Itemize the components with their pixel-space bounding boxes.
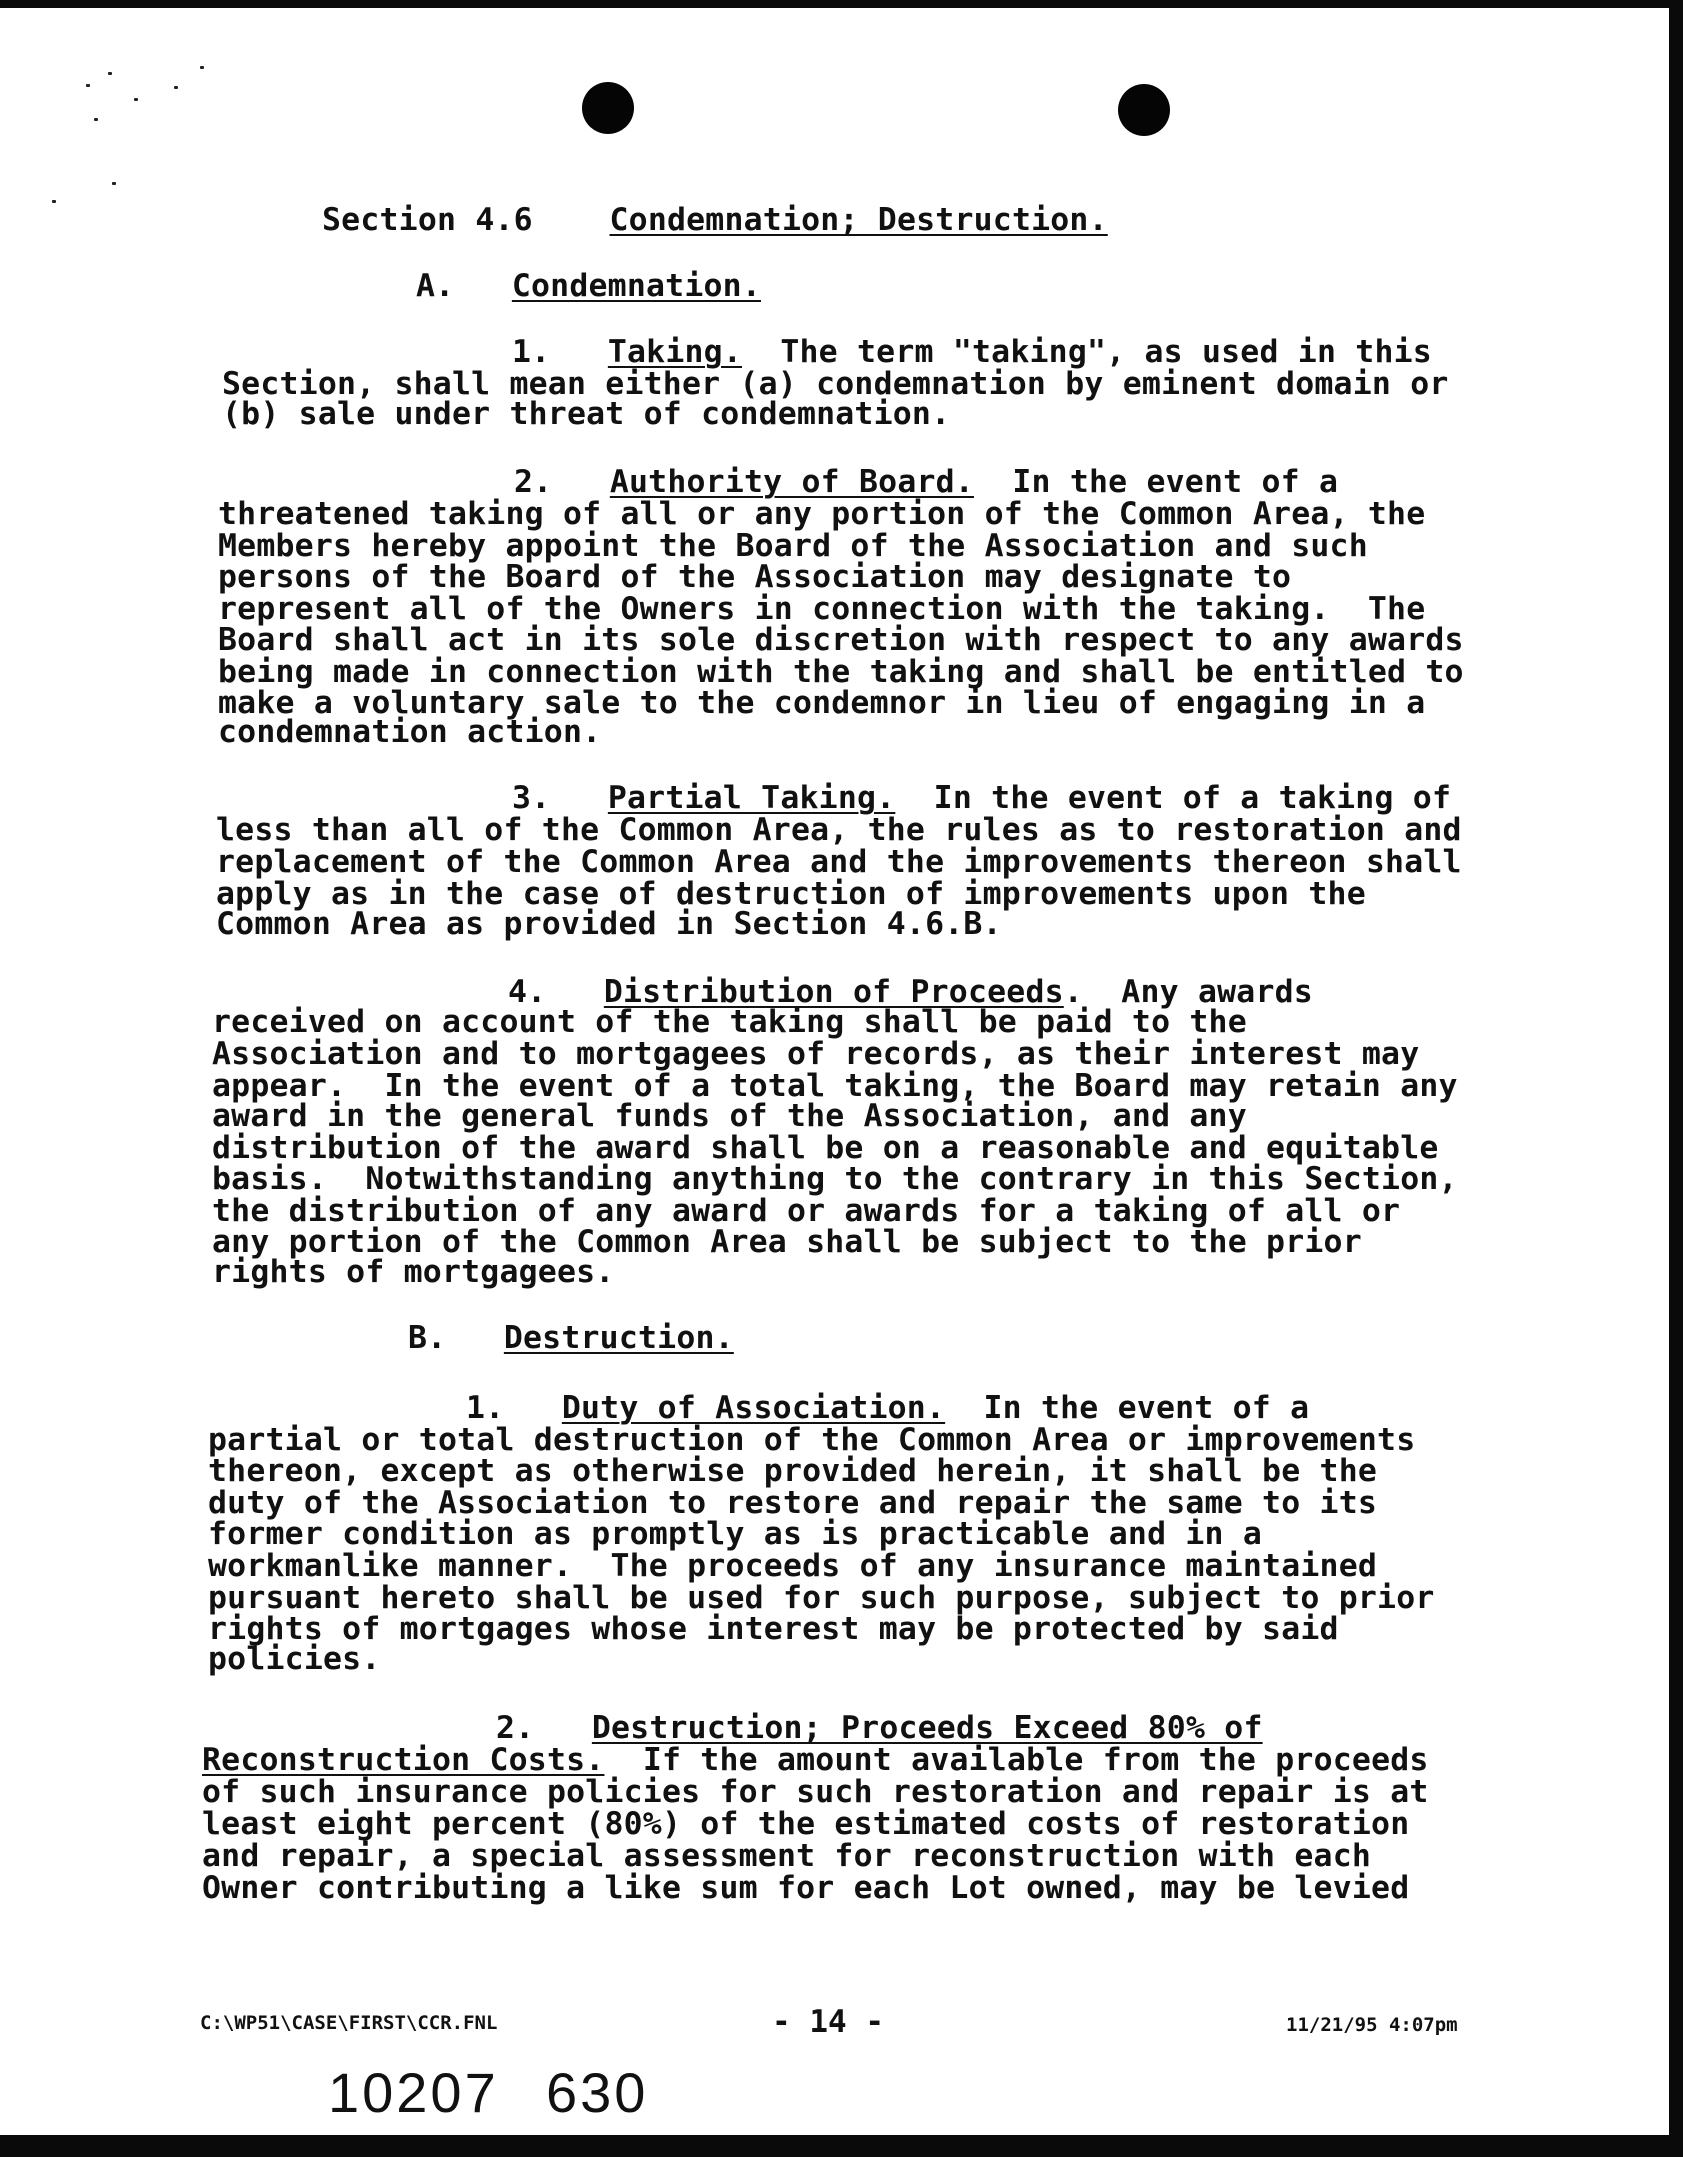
part-b-heading bbox=[408, 1322, 734, 1354]
paragraph-line: and repair, a special assessment for reconstruction with each bbox=[202, 1838, 1372, 1874]
file-path: C:\WP51\CASE\FIRST\CCR.FNL bbox=[200, 2012, 498, 2034]
paragraph-text: The term "taking", as used in this bbox=[780, 334, 1432, 370]
paragraph-line: thereon, except as otherwise provided herein, it shall be the bbox=[208, 1453, 1378, 1489]
scan-speck bbox=[134, 98, 138, 101]
paragraph-line: of such insurance policies for such restoration and repair is at bbox=[202, 1774, 1429, 1810]
paragraph-text: If the amount available from the proceeds bbox=[642, 1742, 1429, 1778]
item-title: Destruction; Proceeds Exceed 80% of bbox=[591, 1710, 1263, 1746]
paragraph-text: In the event of a bbox=[1012, 464, 1339, 500]
paragraph-line: the distribution of any award or awards for a taking of all or bbox=[212, 1193, 1401, 1229]
paragraph-line: Board shall act in its sole discretion with respect to any awards bbox=[218, 622, 1464, 658]
section-heading bbox=[322, 204, 1108, 236]
paragraph-line: received on account of the taking shall be paid to the bbox=[212, 1004, 1247, 1040]
scan-speck bbox=[174, 86, 178, 89]
paragraph-text: In the event of a taking of bbox=[933, 780, 1452, 816]
item-title: Authority of Board. bbox=[609, 464, 974, 500]
paragraph-line: Members hereby appoint the Board of the Association and such bbox=[218, 528, 1368, 564]
paragraph-line: rights of mortgages whose interest may be protected by said bbox=[208, 1611, 1339, 1647]
paragraph-line: persons of the Board of the Association may designate to bbox=[218, 559, 1292, 595]
page-number: - 14 - bbox=[772, 2004, 884, 2040]
item-number: 4. bbox=[508, 974, 547, 1010]
punch-hole-left bbox=[582, 82, 634, 134]
paragraph-line: replacement of the Common Area and the improvements thereon shall bbox=[216, 844, 1462, 880]
paragraph-line: basis. Notwithstanding anything to the contrary in this Section, bbox=[212, 1161, 1458, 1197]
paragraph-line: award in the general funds of the Association, and any bbox=[212, 1098, 1247, 1134]
item-title: Taking. bbox=[607, 334, 742, 370]
paragraph-line: threatened taking of all or any portion of the Common Area, the bbox=[218, 496, 1426, 532]
paragraph-line: Owner contributing a like sum for each Lot owned, may be levied bbox=[202, 1870, 1410, 1906]
paragraph-line: (b) sale under threat of condemnation. bbox=[222, 396, 951, 432]
paragraph-b1-lead bbox=[466, 1392, 1309, 1424]
paragraph-line: any portion of the Common Area shall be subject to the prior bbox=[212, 1224, 1362, 1260]
paragraph-b2-line2 bbox=[202, 1744, 1429, 1776]
paragraph-line: condemnation action. bbox=[218, 714, 602, 750]
paragraph-line: former condition as promptly as is practicable and in a bbox=[208, 1516, 1263, 1552]
paragraph-line: apply as in the case of destruction of improvements upon the bbox=[216, 876, 1366, 912]
paragraph-line: rights of mortgagees. bbox=[212, 1254, 615, 1290]
section-number: Section 4.6 bbox=[322, 202, 533, 238]
part-b-title: Destruction. bbox=[503, 1320, 734, 1356]
item-number: 1. bbox=[512, 334, 551, 370]
paragraph-line: partial or total destruction of the Common Area or improvements bbox=[208, 1422, 1416, 1458]
paragraph-line: make a voluntary sale to the condemnor in lieu of engaging in a bbox=[218, 685, 1426, 721]
paragraph-a3-lead bbox=[512, 782, 1451, 814]
part-b-letter: B. bbox=[408, 1320, 447, 1356]
item-title: Duty of Association. bbox=[561, 1390, 946, 1426]
punch-hole-right bbox=[1118, 84, 1170, 136]
item-title: Distribution of Proceeds bbox=[603, 974, 1064, 1010]
batch-number-left: 10207 bbox=[328, 2061, 499, 2124]
paragraph-line: pursuant hereto shall be used for such purpose, subject to prior bbox=[208, 1580, 1435, 1616]
item-number: 1. bbox=[466, 1390, 505, 1426]
paragraph-b2-lead bbox=[496, 1712, 1263, 1744]
scan-speck bbox=[108, 72, 112, 75]
scan-speck bbox=[94, 118, 98, 121]
scan-speck bbox=[200, 66, 204, 69]
scan-speck bbox=[52, 200, 56, 203]
batch-number-right: 630 bbox=[546, 2061, 649, 2124]
paragraph-text: . Any awards bbox=[1063, 974, 1313, 1010]
paragraph-line: Section, shall mean either (a) condemnation by eminent domain or bbox=[222, 366, 1449, 402]
paragraph-line: represent all of the Owners in connection with the taking. The bbox=[218, 591, 1426, 627]
paragraph-line: distribution of the award shall be on a reasonable and equitable bbox=[212, 1130, 1439, 1166]
part-a-title: Condemnation. bbox=[511, 268, 761, 304]
item-title-continued: Reconstruction Costs. bbox=[202, 1742, 605, 1778]
paragraph-line: workmanlike manner. The proceeds of any insurance maintained bbox=[208, 1548, 1378, 1584]
timestamp: 11/21/95 4:07pm bbox=[1286, 2014, 1458, 2036]
paragraph-line: less than all of the Common Area, the rules as to restoration and bbox=[216, 812, 1462, 848]
paragraph-line: policies. bbox=[208, 1641, 381, 1677]
item-number: 2. bbox=[514, 464, 553, 500]
scan-border-top bbox=[0, 0, 1683, 8]
scan-speck bbox=[86, 84, 90, 87]
paragraph-a2-lead bbox=[514, 466, 1338, 498]
part-a-letter: A. bbox=[416, 268, 455, 304]
paragraph-text: In the event of a bbox=[983, 1390, 1310, 1426]
paragraph-a1-lead bbox=[512, 336, 1432, 368]
paragraph-line: Common Area as provided in Section 4.6.B. bbox=[216, 906, 1002, 942]
section-title: Condemnation; Destruction. bbox=[609, 202, 1108, 238]
paragraph-line: duty of the Association to restore and repair the same to its bbox=[208, 1485, 1378, 1521]
scan-border-bottom bbox=[0, 2135, 1683, 2157]
item-title: Partial Taking. bbox=[607, 780, 896, 816]
scan-speck bbox=[112, 182, 116, 185]
paragraph-line: being made in connection with the taking and shall be entitled to bbox=[218, 654, 1464, 690]
paragraph-line: least eight percent (80%) of the estimated costs of restoration bbox=[202, 1806, 1410, 1842]
paragraph-line: Association and to mortgagees of records, as their interest may bbox=[212, 1036, 1420, 1072]
scan-border-right bbox=[1669, 0, 1683, 2157]
item-number: 3. bbox=[512, 780, 551, 816]
paragraph-line: appear. In the event of a total taking, the Board may retain any bbox=[212, 1068, 1458, 1104]
item-number: 2. bbox=[496, 1710, 535, 1746]
part-a-heading bbox=[416, 270, 761, 302]
